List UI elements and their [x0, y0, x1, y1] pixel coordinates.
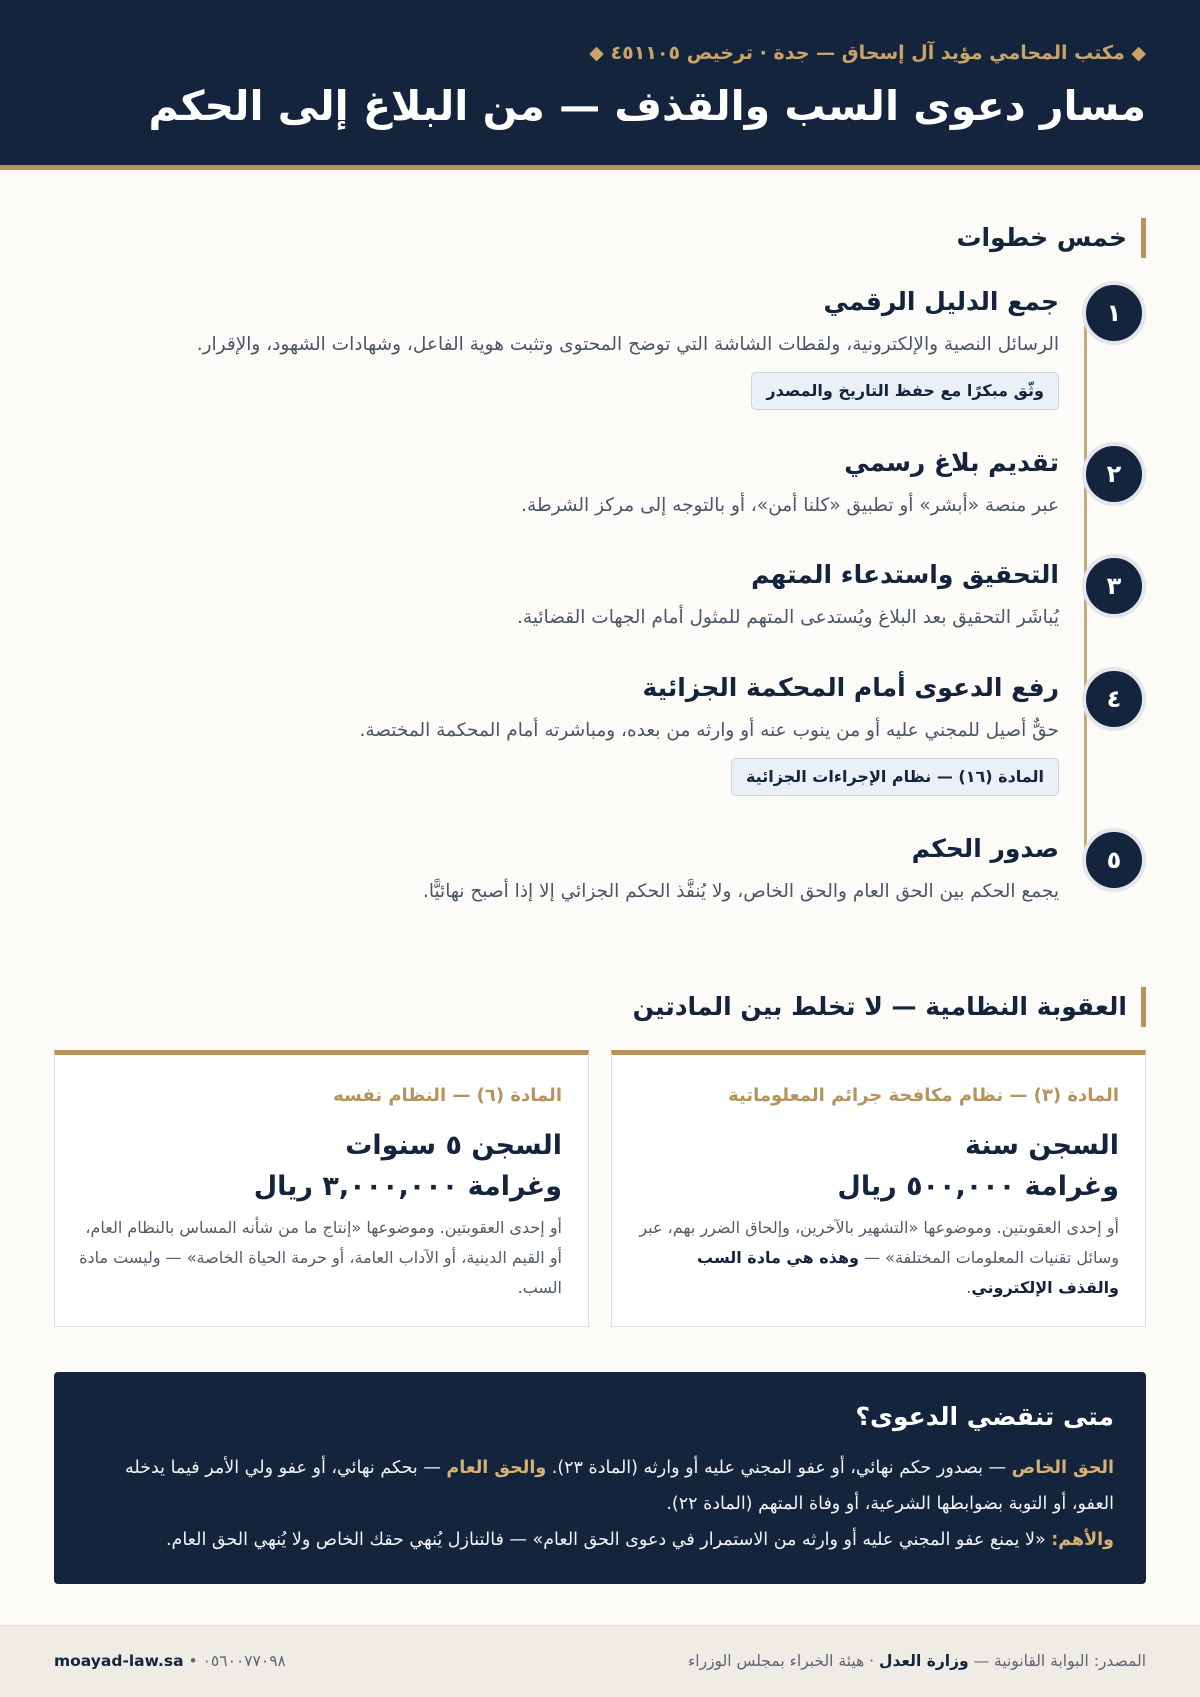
- expiry-box: [54, 1372, 1146, 1584]
- public-right-label: والحق العام: [446, 1458, 547, 1478]
- contact-separator: •: [188, 1652, 198, 1670]
- penalty-line: السجن ٥ سنوات: [345, 1130, 562, 1161]
- phone-number: ٠٥٦٠٠٧٧٠٩٨: [202, 1652, 286, 1670]
- steps-heading: خمس خطوات: [956, 218, 1146, 258]
- step-description: يُباشَر التحقيق بعد البلاغ ويُستدعى المتهم للمثول أمام الجهات القضائية.: [517, 607, 1059, 628]
- card-penalty: [254, 1125, 562, 1207]
- step-title: التحقيق واستدعاء المتهم: [751, 560, 1059, 589]
- firm-line: ◆ مكتب المحامي مؤيد آل إسحاق — جدة · ترخيص ٤٥١١٠٥ ◆: [589, 42, 1146, 64]
- penalty-card-article-3: [611, 1050, 1146, 1327]
- page-title: مسار دعوى السب والقذف — من البلاغ إلى الحكم: [148, 82, 1146, 130]
- private-right-text: — بصدور حكم نهائي، أو عفو المجني عليه أو وارثه (المادة ٢٣).: [546, 1458, 1012, 1478]
- step-description: عبر منصة «أبشر» أو تطبيق «كلنا أمن»، أو بالتوجه إلى مركز الشرطة.: [521, 495, 1059, 516]
- step-title: جمع الدليل الرقمي: [823, 287, 1059, 316]
- step-number: ١: [1082, 281, 1146, 345]
- penalty-line: وغرامة ٣,٠٠٠,٠٠٠ ريال: [253, 1171, 562, 1202]
- step-title: رفع الدعوى أمام المحكمة الجزائية: [642, 673, 1059, 702]
- step-note: وثّق مبكرًا مع حفظ التاريخ والمصدر: [751, 372, 1059, 410]
- step-title: صدور الحكم: [911, 834, 1059, 863]
- private-right-label: الحق الخاص: [1011, 1458, 1114, 1478]
- important-text: «لا يمنع عفو المجني عليه أو وارثه من الاستمرار في دعوى الحق العام» — فالتنازل يُنهي حقك الخاص ولا يُنهي الحق العام.: [165, 1530, 1052, 1550]
- penalty-line: وغرامة ٥٠٠,٠٠٠ ريال: [837, 1171, 1119, 1202]
- penalty-card-article-6: [54, 1050, 589, 1327]
- source-ministry: وزارة العدل: [879, 1652, 969, 1670]
- card-description-emphasis: وهذه هي مادة السب والقذف الإلكتروني: [697, 1248, 1119, 1297]
- step-title: تقديم بلاغ رسمي: [844, 448, 1059, 477]
- expiry-title: متى تنقضي الدعوى؟: [855, 1402, 1114, 1431]
- card-description: أو إحدى العقوبتين. وموضوعها «إنتاج ما من شأنه المساس بالنظام العام، أو القيم الدينية، أو الآداب العامة، أو حرمة الحياة الخاصة» — وليست مادة السب.: [79, 1218, 562, 1297]
- expiry-text: [82, 1450, 1114, 1558]
- card-penalty: [837, 1125, 1119, 1207]
- step-number: ٣: [1082, 554, 1146, 618]
- card-description-text: أو إحدى العقوبتين. وموضوعها «التشهير بالآخرين، وإلحاق الضرر بهم، عبر وسائل تقنيات المعلومات المختلفة» —: [639, 1218, 1119, 1267]
- penalty-line: السجن سنة: [965, 1130, 1119, 1161]
- penalty-heading: العقوبة النظامية — لا تخلط بين المادتين: [633, 987, 1146, 1027]
- source-prefix: المصدر: البوابة القانونية —: [968, 1652, 1146, 1670]
- important-label: والأهم:: [1051, 1530, 1114, 1550]
- footer-source: [688, 1652, 1146, 1670]
- card-description-end: .: [966, 1278, 972, 1297]
- footer-contact: [54, 1652, 286, 1670]
- page-header: [0, 0, 1200, 170]
- website-link[interactable]: moayad-law.sa: [54, 1652, 184, 1670]
- step-note: المادة (١٦) — نظام الإجراءات الجزائية: [731, 758, 1059, 796]
- step-number: ٢: [1082, 442, 1146, 506]
- card-article: المادة (٣) — نظام مكافحة جرائم المعلوماتية: [728, 1085, 1119, 1106]
- source-suffix: · هيئة الخبراء بمجلس الوزراء: [687, 1652, 880, 1670]
- step-number: ٥: [1082, 828, 1146, 892]
- step-description: حقٌّ أصيل للمجني عليه أو من ينوب عنه أو وارثه من بعده، ومباشرته أمام المحكمة المختصة.: [359, 720, 1059, 741]
- card-description: [636, 1213, 1119, 1303]
- step-number: ٤: [1082, 667, 1146, 731]
- public-right-text: — بحكم نهائي، أو عفو ولي الأمر فيما يدخله العفو، أو التوبة بضوابطها الشرعية، أو وفاة المتهم (المادة ٢٢).: [124, 1458, 1114, 1514]
- step-description: الرسائل النصية والإلكترونية، ولقطات الشاشة التي توضح المحتوى وتثبت هوية الفاعل، وشهادات الشهود، والإقرار.: [196, 334, 1059, 355]
- card-article: المادة (٦) — النظام نفسه: [333, 1085, 562, 1106]
- page-footer: [0, 1625, 1200, 1697]
- step-description: يجمع الحكم بين الحق العام والحق الخاص، ولا يُنفَّذ الحكم الجزائي إلا إذا أصبح نهائيًّا.: [422, 881, 1059, 902]
